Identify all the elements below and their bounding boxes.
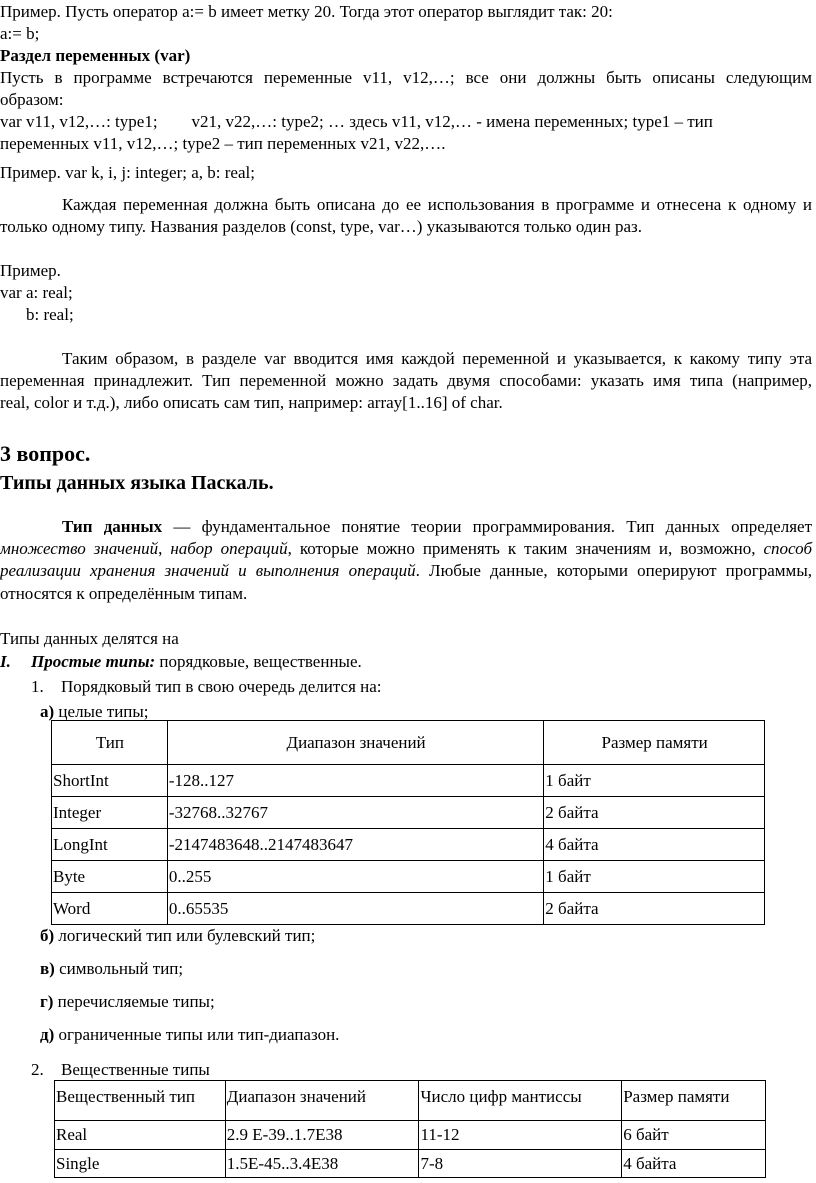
sublist-item-range: д) ограниченные типы или тип-диапазон. — [40, 1025, 340, 1044]
table-row — [55, 1150, 766, 1178]
code-line: b: real; — [26, 305, 74, 324]
table-cell: 11-12 — [419, 1121, 622, 1150]
table-cell: -2147483648..2147483647 — [167, 829, 543, 861]
table-cell: 1 байт — [544, 765, 765, 797]
table-header-cell: Тип — [52, 721, 168, 765]
table-cell: 0..255 — [167, 861, 543, 893]
definition-line: реализации хранения значений и выполнения операций. Любые данные, которыми оперируют программы, — [0, 561, 812, 580]
example-line: Пример. var k, i, j: integer; a, b: real; — [0, 163, 255, 182]
table-cell: 7-8 — [419, 1150, 622, 1178]
table-header-row — [52, 721, 765, 765]
question-heading: 3 вопрос. — [0, 441, 91, 466]
table-cell: 6 байт — [622, 1121, 766, 1150]
table-header-cell: Число цифр мантиссы — [419, 1081, 622, 1121]
intro-line: а:= b; — [0, 24, 40, 43]
paragraph-line: образом: — [0, 90, 64, 109]
table-cell: 2 байта — [544, 797, 765, 829]
table-cell: Single — [55, 1150, 226, 1178]
list-number: 1. — [31, 677, 44, 696]
table-header-cell: Вещественный тип — [55, 1081, 226, 1121]
list-item-real: Вещественные типы — [61, 1060, 210, 1079]
table-row — [52, 829, 765, 861]
integer-types-table — [51, 720, 765, 925]
list-item-simple-types-text: Простые типы: порядковые, вещественные. — [31, 652, 362, 671]
table-cell: -128..127 — [167, 765, 543, 797]
real-types-table — [54, 1080, 766, 1178]
types-intro: Типы данных делятся на — [0, 629, 179, 648]
list-item-simple-types: I. — [0, 652, 11, 671]
definition-line: Тип данных — фундаментальное понятие теории программирования. Тип данных определяет — [62, 517, 813, 536]
definition-term: Тип данных — [62, 517, 163, 536]
paragraph-line: только одному типу. Названия разделов (const, type, var…) указываются только один раз. — [0, 217, 642, 236]
section-heading-var: Раздел переменных (var) — [0, 46, 191, 65]
paragraph-line: Таким образом, в разделе var вводится имя каждой переменной и указывается, к какому типу эта — [62, 349, 812, 368]
table-cell: 2.9 E-39..1.7E38 — [225, 1121, 419, 1150]
list-item-ordinal: Порядковый тип в свою очередь делится на: — [61, 677, 382, 696]
table-cell: Integer — [52, 797, 168, 829]
table-cell: Real — [55, 1121, 226, 1150]
list-number: 2. — [31, 1060, 44, 1079]
table-cell: Word — [52, 893, 168, 925]
paragraph-line: Пусть в программе встречаются переменные v11, v12,…; все они должны быть описаны следующим — [0, 68, 812, 87]
table-cell: 0..65535 — [167, 893, 543, 925]
table-cell: LongInt — [52, 829, 168, 861]
table-row — [52, 797, 765, 829]
table-row — [52, 893, 765, 925]
example-title: Пример. — [0, 261, 61, 280]
definition-line: множество значений, набор операций, которые можно применять к таким значениям и, возможно, способ — [0, 539, 812, 558]
intro-line: Пример. Пусть оператор а:= b имеет метку 20. Тогда этот оператор выглядит так: 20: — [0, 2, 613, 21]
table-cell: ShortInt — [52, 765, 168, 797]
table-row — [52, 861, 765, 893]
paragraph-line: Каждая переменная должна быть описана до ее использования в программе и отнесена к одному и — [62, 195, 812, 214]
table-header-row — [55, 1081, 766, 1121]
paragraph-line: real, color и т.д.), либо описать сам тип, например: array[1..16] of char. — [0, 393, 503, 412]
definition-line: относятся к определённым типам. — [0, 584, 248, 603]
table-cell: Byte — [52, 861, 168, 893]
sublist-item-int: а) целые типы; — [40, 702, 149, 721]
sublist-item-char: в) символьный тип; — [40, 959, 184, 978]
paragraph-line: переменная принадлежит. Тип переменной можно задать двумя способами: указать имя типа (например, — [0, 371, 812, 390]
paragraph-line: переменных v11, v12,…; type2 – тип переменных v21, v22,…. — [0, 134, 446, 153]
table-header-cell: Диапазон значений — [225, 1081, 419, 1121]
sublist-item-enum: г) перечисляемые типы; — [40, 992, 215, 1011]
table-row — [52, 765, 765, 797]
table-row — [55, 1121, 766, 1150]
table-header-cell: Размер памяти — [622, 1081, 766, 1121]
table-cell: 4 байта — [622, 1150, 766, 1178]
table-cell: -32768..32767 — [167, 797, 543, 829]
table-cell: 2 байта — [544, 893, 765, 925]
sublist-item-bool: б) логический тип или булевский тип; — [40, 926, 316, 945]
table-cell: 1.5E-45..3.4E38 — [225, 1150, 419, 1178]
table-header-cell: Диапазон значений — [167, 721, 543, 765]
section-title: Типы данных языка Паскаль. — [0, 472, 274, 494]
table-header-cell: Размер памяти — [544, 721, 765, 765]
table-cell: 1 байт — [544, 861, 765, 893]
code-line: var a: real; — [0, 283, 73, 302]
table-cell: 4 байта — [544, 829, 765, 861]
paragraph-line: var v11, v12,…: type1; v21, v22,…: type2; … здесь v11, v12,… - имена переменных; type1 – тип — [0, 112, 713, 131]
